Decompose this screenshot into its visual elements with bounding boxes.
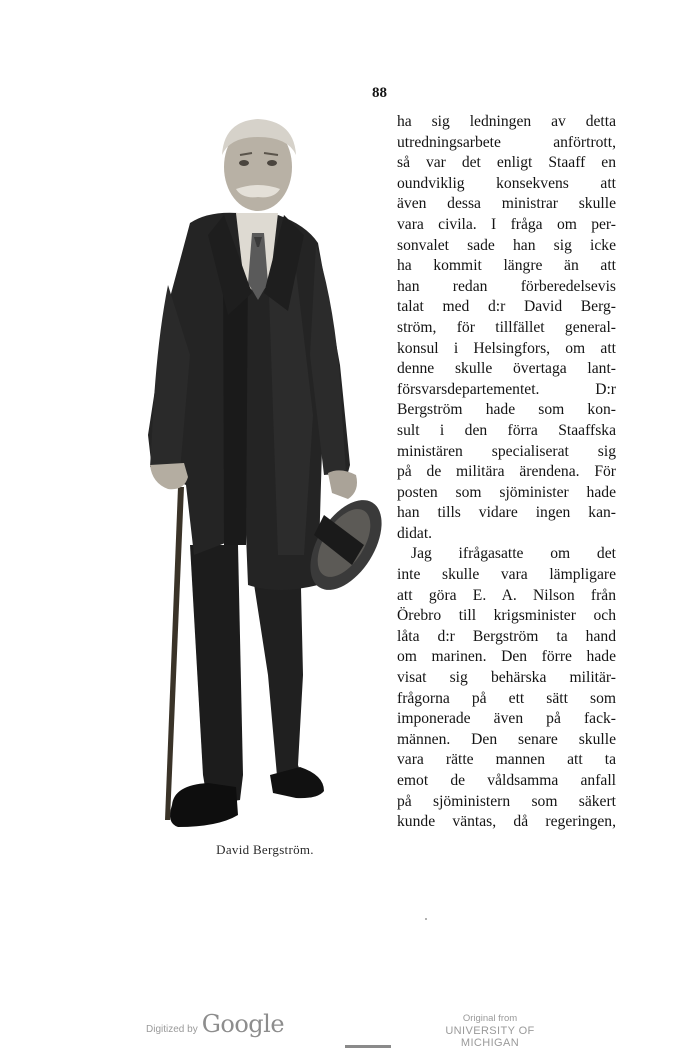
text-line: talat med d:r David Berg- <box>397 298 616 316</box>
original-label: Original from <box>462 1013 518 1024</box>
text-line: Bergström hade som kon- <box>397 401 616 419</box>
text-line: posten som sjöminister hade <box>397 483 616 501</box>
text-line: imponerade även på fack- <box>397 710 616 728</box>
portrait-photo <box>128 115 388 833</box>
text-line: att göra E. A. Nilson från <box>397 586 616 604</box>
text-line: Örebro till krigsminister och <box>397 607 616 625</box>
digitized-label: Digitized by <box>146 1024 198 1035</box>
text-line: sonvalet sade han sig icke <box>397 236 616 254</box>
text-line: emot de våldsamma anfall <box>397 772 616 789</box>
text-line: oundviklig konsekvens att <box>397 174 616 192</box>
scan-speck <box>425 918 427 920</box>
text-line: männen. Den senare skulle <box>397 730 616 748</box>
text-line: ha sig ledningen av detta <box>397 113 616 130</box>
text-line: visat sig behärska militär- <box>397 669 616 687</box>
body-text-column <box>397 112 616 833</box>
text-line: ha kommit längre än att <box>397 257 616 275</box>
photo-caption: David Bergström. <box>216 842 314 857</box>
original-source-watermark <box>415 1013 565 1049</box>
google-logo: Google <box>201 1010 285 1038</box>
text-line: utredningsarbete anförtrott, <box>397 133 616 151</box>
text-line: han tills vidare ingen kan- <box>397 504 616 522</box>
text-line: kunde väntas, då regeringen, <box>397 813 616 831</box>
text-line: vara civila. I fråga om per- <box>397 215 616 233</box>
page-number: 88 <box>372 85 387 101</box>
text-line: konsul i Helsingfors, om att <box>397 339 616 357</box>
text-line: han redan förberedelsevis <box>397 277 616 295</box>
text-line: på sjöministern som säkert <box>397 792 616 810</box>
text-line: frågorna på ett sätt som <box>397 689 616 707</box>
text-line: så var det enligt Staaff en <box>397 154 616 172</box>
text-line: ström, för tillfället general- <box>397 318 616 336</box>
text-line: försvarsdepartementet. D:r <box>397 380 616 398</box>
text-line: Jag ifrågasatte om det <box>411 545 616 563</box>
original-source: UNIVERSITY OF MICHIGAN <box>445 1025 535 1049</box>
text-line: inte skulle vara lämpligare <box>397 566 616 584</box>
text-line: ministären specialiserat sig <box>397 442 616 460</box>
text-line: på de militära ärendena. För <box>397 463 616 481</box>
digitized-by-watermark <box>146 1010 284 1038</box>
text-line: låta d:r Bergström ta hand <box>397 627 616 645</box>
text-line: vara rätte mannen att ta <box>397 751 616 769</box>
text-line: om marinen. Den förre hade <box>397 648 616 666</box>
text-line: även dessa ministrar skulle <box>397 195 616 213</box>
text-line: didat. <box>397 524 433 542</box>
text-line: sult i den förra Staaffska <box>397 421 616 439</box>
text-line: denne skulle övertaga lant- <box>397 360 616 378</box>
